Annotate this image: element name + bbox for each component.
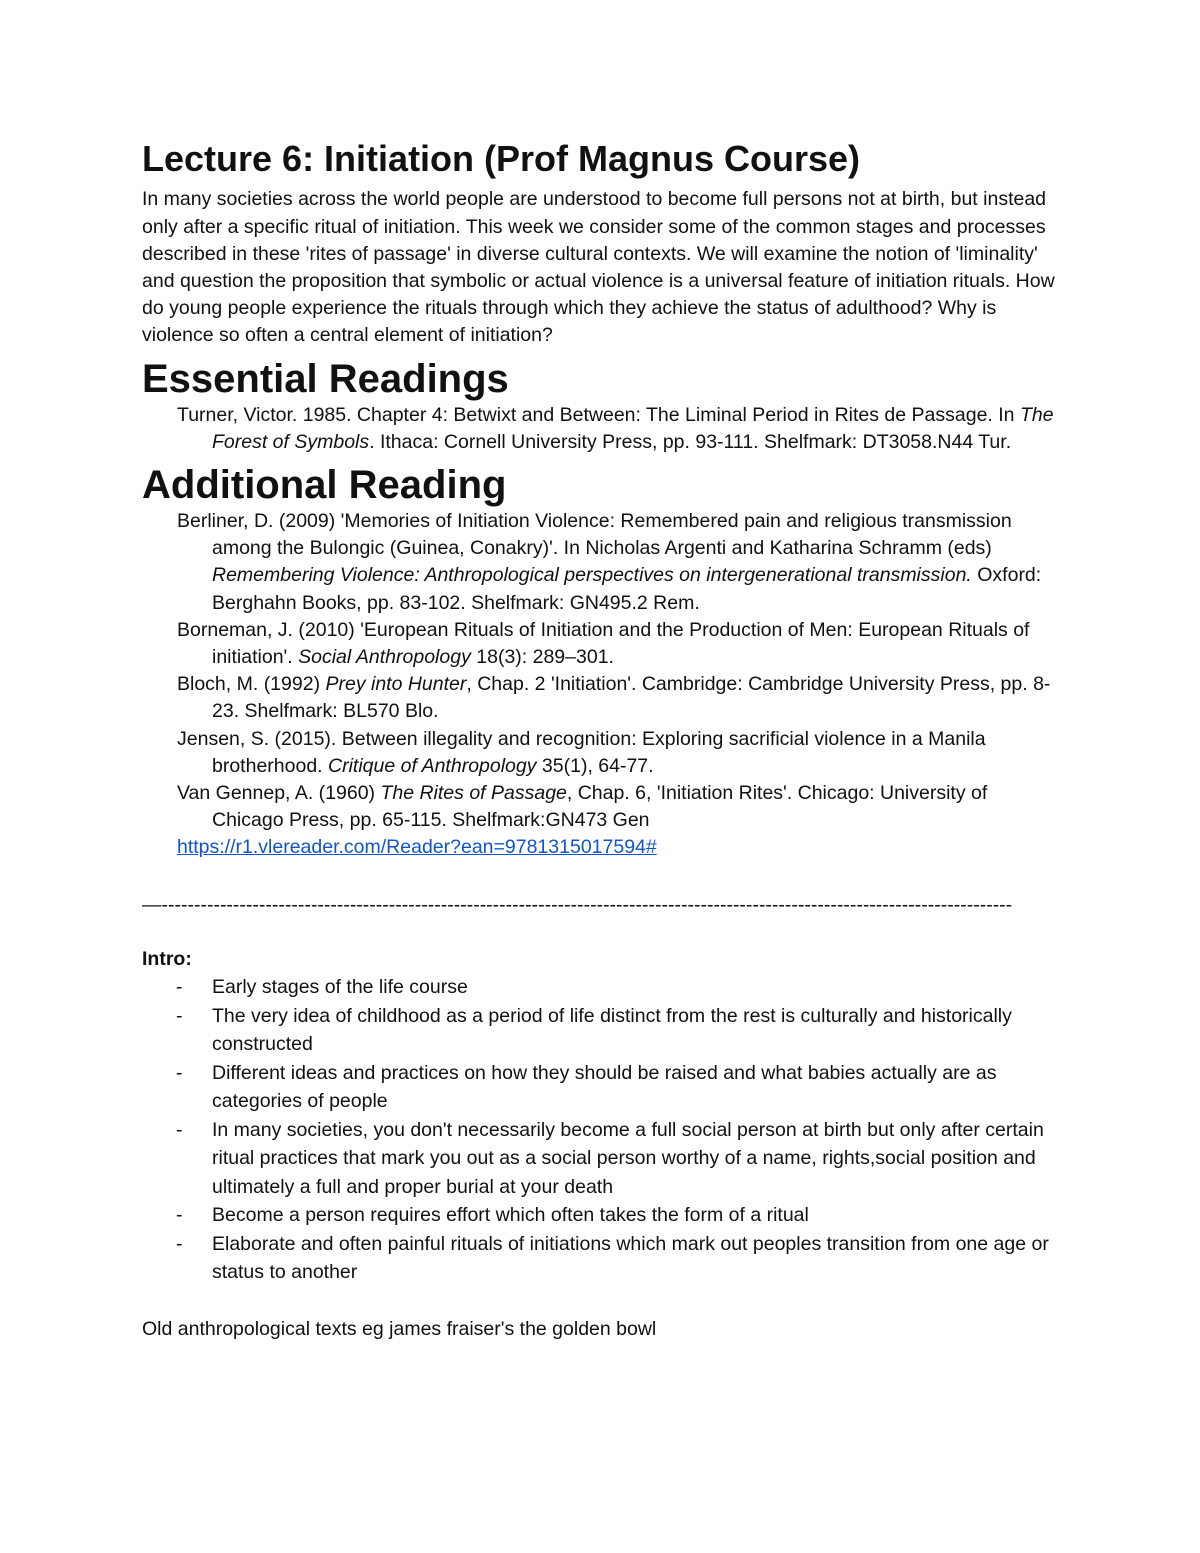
list-item: - Elaborate and often painful rituals of initiations which mark out peoples transition from one age or status to another <box>212 1230 1062 1287</box>
document-body <box>142 138 1062 1362</box>
intro-bullet-list <box>142 973 1062 1287</box>
list-item: - The very idea of childhood as a period of life distinct from the rest is culturally and historically constructed <box>212 1002 1062 1059</box>
essential-readings-heading: Essential Readings <box>142 356 509 401</box>
bullet-dash: - <box>176 1232 183 1255</box>
reference-item: Borneman, J. (2010) 'European Rituals of Initiation and the Production of Men: European Rituals of initiation'. Social Anthropology 18(3): 289–301. <box>177 618 1030 669</box>
bullet-dash: - <box>176 1204 183 1227</box>
bullet-dash: - <box>176 1004 183 1027</box>
intro-paragraph: In many societies across the world people are understood to become full persons not at birth, but instead only after a specific ritual of initiation. This week we consider some of the common stages and processes described in these 'rites of passage' in diverse cultural contexts. We will examine the notion of 'liminality' and question the proposition that symbolic or actual violence is a universal feature of initiation rituals. How do young people experience the rituals through which they achieve the status of adulthood? Why is violence so often a central element of initiation? <box>142 188 1055 347</box>
page-title: Lecture 6: Initiation (Prof Magnus Course) <box>142 138 861 179</box>
closing-note: Old anthropological texts eg james fraiser's the golden bowl <box>142 1317 657 1340</box>
reference-item: Berliner, D. (2009) 'Memories of Initiation Violence: Remembered pain and religious transmission among the Bulongic (Guinea, Conakry)'. In Nicholas Argenti and Katharina Schramm (eds) Remembering Violence: Anthropological perspectives on intergenerational transmission. Oxford: Berghahn Books, pp. 83-102. Shelfmark: GN495.2 Rem. <box>177 510 1042 614</box>
intro-heading: Intro: <box>142 947 192 970</box>
reference-item: Jensen, S. (2015). Between illegality and recognition: Exploring sacrificial violence in a Manila brotherhood. Critique of Anthropology 35(1), 64-77. <box>177 727 986 777</box>
essential-readings-list <box>142 402 1062 456</box>
list-item: - In many societies, you don't necessarily become a full social person at birth but only after certain ritual practices that mark you out as a social person worthy of a name, rights,social position and ultimately a full and proper burial at your death <box>212 1116 1062 1202</box>
section-divider: —----------------------------------------------------------------------------------------------------------------------------------- <box>142 893 1013 916</box>
bullet-dash: - <box>176 1061 183 1084</box>
additional-reading-heading: Additional Reading <box>142 463 507 508</box>
list-item: - Become a person requires effort which often takes the form of a ritual <box>212 1201 1062 1230</box>
bullet-dash: - <box>176 1118 183 1141</box>
list-item: - Different ideas and practices on how they should be raised and what babies actually are as categories of people <box>212 1059 1062 1116</box>
additional-reading-list <box>142 508 1062 862</box>
bullet-dash: - <box>176 976 183 999</box>
list-item: - Early stages of the life course <box>212 973 1062 1002</box>
reference-item: Van Gennep, A. (1960) The Rites of Passage, Chap. 6, 'Initiation Rites'. Chicago: University of Chicago Press, pp. 65-115. Shelfmark:GN473 Gen <box>177 782 988 832</box>
reference-item: Bloch, M. (1992) Prey into Hunter, Chap. 2 'Initiation'. Cambridge: Cambridge University Press, pp. 8-23. Shelfmark: BL570 Blo. <box>177 673 1051 723</box>
reference-item: Turner, Victor. 1985. Chapter 4: Betwixt and Between: The Liminal Period in Rites de Passage. In The Forest of Symbols. Ithaca: Cornell University Press, pp. 93-111. Shelfmark: DT3058.N44 Tur. <box>177 403 1054 453</box>
reader-link[interactable]: https://r1.vlereader.com/Reader?ean=9781315017594# <box>177 836 657 859</box>
